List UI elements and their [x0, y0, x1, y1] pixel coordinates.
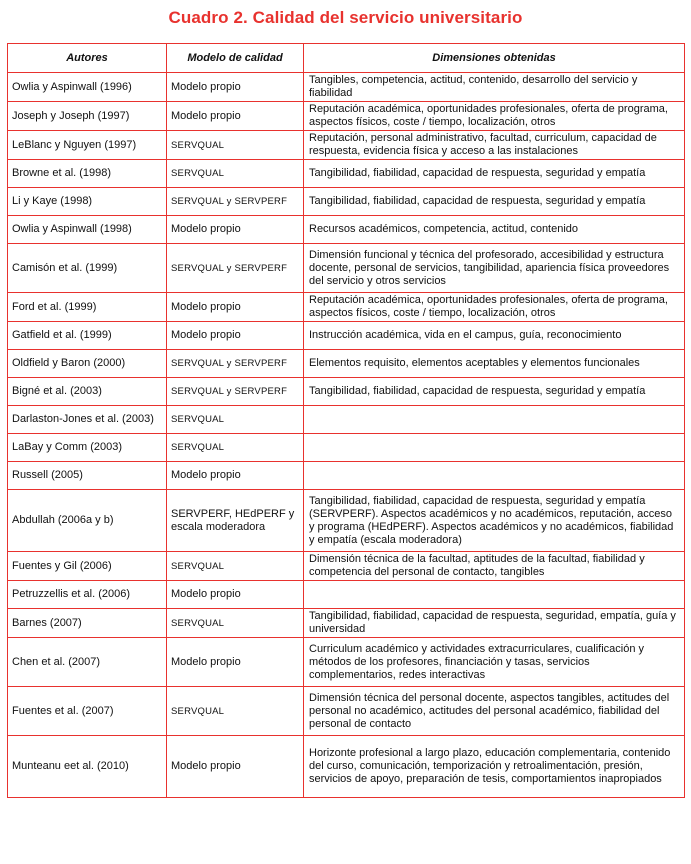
header-dimensions: Dimensiones obtenidas [304, 44, 685, 73]
cell-model: SERVQUAL y SERVPERF [167, 244, 304, 293]
cell-authors: Abdullah (2006a y b) [8, 490, 167, 552]
cell-model: Modelo propio [167, 73, 304, 102]
table-row [8, 687, 685, 736]
table-row [8, 322, 685, 350]
table-row [8, 581, 685, 609]
table-row [8, 378, 685, 406]
cell-dimensions: Elementos requisito, elementos aceptables y elementos funcionales [304, 350, 685, 378]
table-row [8, 638, 685, 687]
cell-authors: LaBay y Comm (2003) [8, 434, 167, 462]
cell-model: SERVQUAL [167, 609, 304, 638]
cell-dimensions [304, 581, 685, 609]
table-row [8, 406, 685, 434]
cell-authors: Ford et al. (1999) [8, 293, 167, 322]
table-row [8, 216, 685, 244]
table-row [8, 350, 685, 378]
cell-authors: Li y Kaye (1998) [8, 188, 167, 216]
cell-model: SERVQUAL [167, 687, 304, 736]
cell-authors: Munteanu eet al. (2010) [8, 736, 167, 798]
table-row [8, 609, 685, 638]
cell-authors: Petruzzellis et al. (2006) [8, 581, 167, 609]
cell-authors: Darlaston-Jones et al. (2003) [8, 406, 167, 434]
cell-model: SERVQUAL y SERVPERF [167, 188, 304, 216]
cell-model: SERVQUAL y SERVPERF [167, 378, 304, 406]
table-row [8, 490, 685, 552]
cell-dimensions: Recursos académicos, competencia, actitud, contenido [304, 216, 685, 244]
cell-authors: Fuentes et al. (2007) [8, 687, 167, 736]
cell-model: Modelo propio [167, 736, 304, 798]
table-row [8, 102, 685, 131]
table-row [8, 293, 685, 322]
cell-dimensions: Instrucción académica, vida en el campus, guía, reconocimiento [304, 322, 685, 350]
cell-dimensions [304, 462, 685, 490]
cell-authors: LeBlanc y Nguyen (1997) [8, 131, 167, 160]
cell-dimensions: Tangibilidad, fiabilidad, capacidad de respuesta, seguridad y empatía (SERVPERF). Aspectos académicos y no académicos, reputación, acceso y programa (HEdPERF). Aspectos académicos y no académicos, fiabilidad y empatía (escala moderadora) [304, 490, 685, 552]
cell-authors: Browne et al. (1998) [8, 160, 167, 188]
cell-dimensions: Dimensión funcional y técnica del profesorado, accesibilidad y estructura docente, personal de servicios, tangibilidad, apariencia física proveedores del servicio y otros servicios [304, 244, 685, 293]
cell-dimensions: Tangibilidad, fiabilidad, capacidad de respuesta, seguridad y empatía [304, 160, 685, 188]
cell-dimensions: Tangibilidad, fiabilidad, capacidad de respuesta, seguridad y empatía [304, 378, 685, 406]
header-model: Modelo de calidad [167, 44, 304, 73]
cell-authors: Joseph y Joseph (1997) [8, 102, 167, 131]
table-row [8, 434, 685, 462]
cell-dimensions: Tangibilidad, fiabilidad, capacidad de respuesta, seguridad, empatía, guía y universidad [304, 609, 685, 638]
cell-authors: Owlia y Aspinwall (1996) [8, 73, 167, 102]
cell-dimensions [304, 406, 685, 434]
table-row [8, 131, 685, 160]
cell-model: Modelo propio [167, 293, 304, 322]
cell-model: Modelo propio [167, 216, 304, 244]
table-row [8, 462, 685, 490]
table-row [8, 552, 685, 581]
table-row [8, 73, 685, 102]
cell-authors: Camisón et al. (1999) [8, 244, 167, 293]
cell-dimensions: Reputación académica, oportunidades profesionales, oferta de programa, aspectos físicos, coste / tiempo, localización, otros [304, 293, 685, 322]
cell-authors: Barnes (2007) [8, 609, 167, 638]
cell-model: SERVQUAL [167, 552, 304, 581]
table-row [8, 188, 685, 216]
cell-model: Modelo propio [167, 322, 304, 350]
table-title: Cuadro 2. Calidad del servicio universitario [168, 8, 523, 27]
cell-dimensions: Reputación académica, oportunidades profesionales, oferta de programa, aspectos físicos, coste / tiempo, localización, otros [304, 102, 685, 131]
cell-authors: Gatfield et al. (1999) [8, 322, 167, 350]
table-row [8, 736, 685, 798]
cell-authors: Fuentes y Gil (2006) [8, 552, 167, 581]
cell-dimensions: Horizonte profesional a largo plazo, educación complementaria, contenido del curso, comunicación, temporización y retroalimentación, presión, servicios de apoyo, preparación de tesis, comportamientos inapropiados [304, 736, 685, 798]
cell-model: SERVQUAL [167, 406, 304, 434]
cell-authors: Owlia y Aspinwall (1998) [8, 216, 167, 244]
cell-authors: Bigné et al. (2003) [8, 378, 167, 406]
cell-authors: Oldfield y Baron (2000) [8, 350, 167, 378]
cell-authors: Russell (2005) [8, 462, 167, 490]
table-row [8, 244, 685, 293]
cell-model: Modelo propio [167, 462, 304, 490]
cell-model: Modelo propio [167, 638, 304, 687]
cell-model: SERVPERF, HEdPERF y escala moderadora [167, 490, 304, 552]
cell-model: Modelo propio [167, 581, 304, 609]
cell-dimensions: Reputación, personal administrativo, facultad, curriculum, capacidad de respuesta, evidencia física y acceso a las instalaciones [304, 131, 685, 160]
cell-dimensions: Curriculum académico y actividades extracurriculares, cualificación y métodos de los profesores, financiación y tasas, servicios complementarios, redes interactivas [304, 638, 685, 687]
cell-model: SERVQUAL [167, 434, 304, 462]
cell-model: Modelo propio [167, 102, 304, 131]
cell-dimensions: Tangibilidad, fiabilidad, capacidad de respuesta, seguridad y empatía [304, 188, 685, 216]
cell-authors: Chen et al. (2007) [8, 638, 167, 687]
cell-dimensions: Dimensión técnica de la facultad, aptitudes de la facultad, fiabilidad y competencia del personal de contacto, tangibles [304, 552, 685, 581]
cell-dimensions: Tangibles, competencia, actitud, contenido, desarrollo del servicio y fiabilidad [304, 73, 685, 102]
cell-model: SERVQUAL [167, 131, 304, 160]
table-row [8, 160, 685, 188]
header-row [8, 44, 685, 73]
cell-model: SERVQUAL [167, 160, 304, 188]
cell-dimensions: Dimensión técnica del personal docente, aspectos tangibles, actitudes del personal no académico, actitudes del personal académico, fiabilidad del personal de contacto [304, 687, 685, 736]
cell-model: SERVQUAL y SERVPERF [167, 350, 304, 378]
header-authors: Autores [8, 44, 167, 73]
quality-table [7, 43, 685, 798]
cell-dimensions [304, 434, 685, 462]
